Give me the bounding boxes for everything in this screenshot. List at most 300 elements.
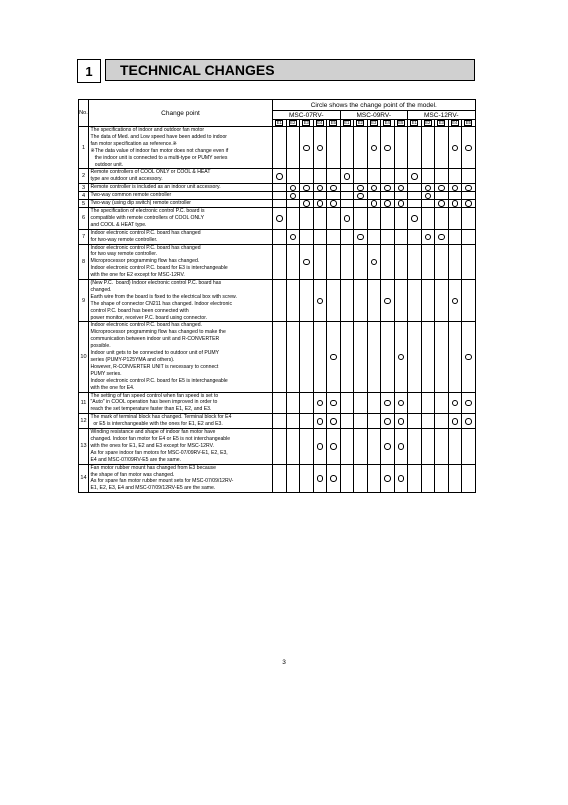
change-mark-cell xyxy=(354,200,368,208)
change-mark-cell xyxy=(327,184,341,192)
change-mark-cell xyxy=(313,464,327,493)
table-row xyxy=(79,280,476,322)
change-mark-cell xyxy=(273,169,287,184)
change-mark-cell xyxy=(273,184,287,192)
change-mark-cell xyxy=(340,207,354,229)
description-line: Remote controllers of COOL ONLY or COOL & HEAT xyxy=(90,169,211,176)
change-mark-cell xyxy=(435,322,449,392)
change-mark-cell xyxy=(354,184,368,192)
variant-label: E4 xyxy=(452,120,458,125)
change-mark-cell xyxy=(448,200,462,208)
change-mark-cell xyxy=(300,192,314,200)
change-mark-cell xyxy=(313,200,327,208)
change-mark-cell xyxy=(354,414,368,429)
change-mark-cell xyxy=(327,192,341,200)
description-line: changed. xyxy=(90,286,112,293)
model-header: MSC-09RV- xyxy=(340,111,408,120)
variant-header xyxy=(286,120,300,127)
change-mark-cell xyxy=(381,229,395,244)
change-mark-cell xyxy=(408,184,422,192)
circle-icon xyxy=(465,400,472,407)
change-mark-cell xyxy=(354,192,368,200)
change-mark-cell xyxy=(394,392,408,414)
change-mark-cell xyxy=(273,280,287,322)
description-line: for two way remote controller. xyxy=(90,251,158,258)
change-mark-cell xyxy=(394,429,408,465)
change-mark-cell xyxy=(421,127,435,169)
description-line: The specification of electronic control P.C. board is xyxy=(90,207,205,214)
model-header: MSC-07RV- xyxy=(273,111,341,120)
change-mark-cell xyxy=(462,429,476,465)
change-mark-cell xyxy=(394,322,408,392)
change-mark-cell xyxy=(408,244,422,280)
change-mark-cell xyxy=(408,169,422,184)
table-row xyxy=(79,192,476,200)
description-line: possible. xyxy=(90,343,111,350)
change-mark-cell xyxy=(462,184,476,192)
circle-icon xyxy=(465,200,472,207)
description-line: E1, E2, E3, E4 and MSC-07/09/12RV-E5 are the same. xyxy=(90,485,216,492)
change-mark-cell xyxy=(340,184,354,192)
circle-icon xyxy=(371,259,378,266)
table-row xyxy=(79,392,476,414)
description-line: Indoor electronic control P.C. board has changed xyxy=(90,244,201,251)
circle-icon xyxy=(317,145,324,152)
circle-icon xyxy=(398,354,405,361)
change-mark-cell xyxy=(354,244,368,280)
change-mark-cell xyxy=(448,184,462,192)
change-description xyxy=(89,200,273,208)
description-line: communication between indoor unit and R-CONVERTER xyxy=(90,336,220,343)
change-mark-cell xyxy=(313,127,327,169)
variant-label: E4 xyxy=(384,120,390,125)
change-mark-cell xyxy=(367,169,381,184)
variant-header xyxy=(354,120,368,127)
variant-label: E1 xyxy=(344,120,350,125)
variant-label: E3 xyxy=(303,120,309,125)
change-mark-cell xyxy=(435,392,449,414)
change-mark-cell xyxy=(394,192,408,200)
change-mark-cell xyxy=(367,127,381,169)
description-line: outdoor unit. xyxy=(90,161,124,168)
description-line: power monitor, receiver P.C. board using connector. xyxy=(90,314,208,321)
table-row xyxy=(79,244,476,280)
change-mark-cell xyxy=(462,244,476,280)
change-mark-cell xyxy=(435,207,449,229)
description-line: or E5 is interchangeable with the ones for E1, E2 and E3. xyxy=(90,421,223,428)
variant-header xyxy=(340,120,354,127)
row-number: 14 xyxy=(79,464,89,493)
change-mark-cell xyxy=(286,169,300,184)
circle-icon xyxy=(398,418,405,425)
row-number: 9 xyxy=(79,280,89,322)
change-mark-cell xyxy=(394,169,408,184)
circle-icon xyxy=(452,185,459,192)
circle-icon xyxy=(303,185,310,192)
circle-icon xyxy=(384,443,391,450)
change-mark-cell xyxy=(421,464,435,493)
variant-label: E5 xyxy=(330,120,336,125)
change-mark-cell xyxy=(381,200,395,208)
variant-header xyxy=(273,120,287,127)
change-description xyxy=(89,392,273,414)
change-mark-cell xyxy=(300,229,314,244)
change-mark-cell xyxy=(435,200,449,208)
change-mark-cell xyxy=(421,429,435,465)
circle-icon xyxy=(317,185,324,192)
row-number: 11 xyxy=(79,392,89,414)
change-mark-cell xyxy=(462,169,476,184)
change-mark-cell xyxy=(327,464,341,493)
change-mark-cell xyxy=(421,392,435,414)
row-number: 5 xyxy=(79,200,89,208)
row-number: 6 xyxy=(79,207,89,229)
change-mark-cell xyxy=(367,464,381,493)
change-mark-cell xyxy=(327,244,341,280)
change-mark-cell xyxy=(448,192,462,200)
change-mark-cell xyxy=(340,464,354,493)
change-mark-cell xyxy=(394,464,408,493)
change-description xyxy=(89,322,273,392)
change-mark-cell xyxy=(435,429,449,465)
description-line: compatible with remote controllers of COOL ONLY xyxy=(90,214,205,221)
change-mark-cell xyxy=(408,280,422,322)
change-mark-cell xyxy=(313,244,327,280)
variant-header xyxy=(327,120,341,127)
change-mark-cell xyxy=(286,200,300,208)
change-mark-cell xyxy=(381,280,395,322)
change-description xyxy=(89,192,273,200)
change-mark-cell xyxy=(408,229,422,244)
description-line: The shape of connector CN211 has changed. Indoor electronic xyxy=(90,300,232,307)
circle-icon xyxy=(398,200,405,207)
change-mark-cell xyxy=(340,280,354,322)
change-mark-cell xyxy=(286,464,300,493)
variant-header xyxy=(435,120,449,127)
circle-icon xyxy=(303,200,310,207)
description-line: with the one for E4. xyxy=(90,384,135,391)
table-row xyxy=(79,429,476,465)
change-mark-cell xyxy=(313,280,327,322)
change-mark-cell xyxy=(313,322,327,392)
change-mark-cell xyxy=(327,127,341,169)
change-mark-cell xyxy=(273,429,287,465)
description-line: with the ones for E1, E2 and E3 except for MSC-12RV. xyxy=(90,442,214,449)
change-description xyxy=(89,244,273,280)
change-mark-cell xyxy=(421,184,435,192)
change-mark-cell xyxy=(286,184,300,192)
change-description xyxy=(89,414,273,429)
change-mark-cell xyxy=(408,414,422,429)
description-line: control P.C. board has been connected with xyxy=(90,307,189,314)
description-line: with the one for E2 except for MSC-12RV. xyxy=(90,272,185,279)
change-description xyxy=(89,169,273,184)
change-mark-cell xyxy=(435,229,449,244)
change-mark-cell xyxy=(448,229,462,244)
change-mark-cell xyxy=(448,414,462,429)
change-mark-cell xyxy=(367,280,381,322)
description-line: Microprocessor programming flow has changed to make the xyxy=(90,329,226,336)
change-mark-cell xyxy=(435,244,449,280)
circle-icon xyxy=(371,145,378,152)
change-mark-cell xyxy=(462,414,476,429)
variant-label: E3 xyxy=(371,120,377,125)
change-mark-cell xyxy=(381,169,395,184)
circle-icon xyxy=(317,418,324,425)
variant-header xyxy=(421,120,435,127)
change-description xyxy=(89,207,273,229)
change-mark-cell xyxy=(300,169,314,184)
description-line: Fan motor rubber mount has changed from E3 because xyxy=(90,464,216,471)
table-row xyxy=(79,184,476,192)
change-mark-cell xyxy=(394,127,408,169)
circle-icon xyxy=(330,354,337,361)
circle-icon xyxy=(371,200,378,207)
change-mark-cell xyxy=(327,280,341,322)
change-description xyxy=(89,184,273,192)
change-mark-cell xyxy=(448,280,462,322)
circle-icon xyxy=(344,173,351,180)
change-mark-cell xyxy=(381,429,395,465)
change-mark-cell xyxy=(340,169,354,184)
change-mark-cell xyxy=(327,229,341,244)
description-line: Two-way common remote controller xyxy=(90,192,172,199)
change-mark-cell xyxy=(300,127,314,169)
change-mark-cell xyxy=(340,414,354,429)
change-mark-cell xyxy=(421,414,435,429)
section-title: TECHNICAL CHANGES xyxy=(105,59,475,81)
row-number: 1 xyxy=(79,127,89,169)
change-mark-cell xyxy=(448,207,462,229)
change-mark-cell xyxy=(300,280,314,322)
circle-icon xyxy=(303,145,310,152)
change-mark-cell xyxy=(462,280,476,322)
change-mark-cell xyxy=(408,392,422,414)
change-mark-cell xyxy=(300,392,314,414)
description-line: changed. Indoor fan motor for E4 or E5 is not interchangeable xyxy=(90,435,231,442)
row-number: 10 xyxy=(79,322,89,392)
change-mark-cell xyxy=(313,392,327,414)
change-description xyxy=(89,429,273,465)
table-row xyxy=(79,200,476,208)
circle-icon xyxy=(330,200,337,207)
change-mark-cell xyxy=(286,192,300,200)
description-line: reach the set temperature faster than E1, E2, and E3. xyxy=(90,406,212,413)
change-mark-cell xyxy=(462,229,476,244)
change-mark-cell xyxy=(367,207,381,229)
description-line: Indoor electronic control P.C. board has changed. xyxy=(90,322,202,329)
change-mark-cell xyxy=(273,322,287,392)
change-mark-cell xyxy=(313,192,327,200)
variant-header xyxy=(300,120,314,127)
change-mark-cell xyxy=(408,192,422,200)
circle-icon xyxy=(411,215,418,222)
change-mark-cell xyxy=(381,184,395,192)
change-mark-cell xyxy=(354,322,368,392)
change-mark-cell xyxy=(273,127,287,169)
description-line: and COOL & HEAT type. xyxy=(90,221,147,228)
variant-label: E4 xyxy=(317,120,323,125)
page-number: 3 xyxy=(282,659,286,666)
change-mark-cell xyxy=(381,244,395,280)
change-mark-cell xyxy=(300,244,314,280)
change-mark-cell xyxy=(408,207,422,229)
table-row xyxy=(79,414,476,429)
change-mark-cell xyxy=(273,207,287,229)
change-mark-cell xyxy=(273,414,287,429)
change-mark-cell xyxy=(273,392,287,414)
circle-icon xyxy=(303,259,310,266)
change-mark-cell xyxy=(421,169,435,184)
change-mark-cell xyxy=(354,169,368,184)
description-line: "Auto" in COOL operation has been improved in order to xyxy=(90,399,218,406)
change-mark-cell xyxy=(435,464,449,493)
change-mark-cell xyxy=(421,244,435,280)
variant-header xyxy=(408,120,422,127)
variant-label: E3 xyxy=(438,120,444,125)
change-mark-cell xyxy=(435,127,449,169)
description-line: PUMY series. xyxy=(90,370,122,377)
change-mark-cell xyxy=(367,184,381,192)
table-row xyxy=(79,127,476,169)
change-mark-cell xyxy=(286,207,300,229)
change-mark-cell xyxy=(300,200,314,208)
circle-icon xyxy=(384,185,391,192)
circle-icon xyxy=(452,400,459,407)
table-row xyxy=(79,207,476,229)
circle-icon xyxy=(452,145,459,152)
change-mark-cell xyxy=(340,392,354,414)
col-change-header: Change point xyxy=(89,100,273,127)
circle-icon xyxy=(276,215,283,222)
change-mark-cell xyxy=(327,169,341,184)
change-mark-cell xyxy=(421,192,435,200)
change-mark-cell xyxy=(286,280,300,322)
row-number: 4 xyxy=(79,192,89,200)
row-number: 13 xyxy=(79,429,89,465)
row-number: 3 xyxy=(79,184,89,192)
change-mark-cell xyxy=(448,244,462,280)
circle-icon xyxy=(425,185,432,192)
variant-label: E2 xyxy=(357,120,363,125)
change-mark-cell xyxy=(300,322,314,392)
change-mark-cell xyxy=(354,464,368,493)
circle-icon xyxy=(438,234,445,241)
circle-icon xyxy=(357,185,364,192)
change-mark-cell xyxy=(340,322,354,392)
circle-icon xyxy=(384,145,391,152)
variant-label: E2 xyxy=(290,120,296,125)
circle-icon xyxy=(384,475,391,482)
change-mark-cell xyxy=(273,200,287,208)
circle-icon xyxy=(398,443,405,450)
circle-icon xyxy=(438,200,445,207)
description-line: Two-way (using dip switch) remote controller xyxy=(90,200,191,207)
circle-icon xyxy=(290,234,297,241)
change-mark-cell xyxy=(340,229,354,244)
change-description xyxy=(89,127,273,169)
technical-changes-table xyxy=(78,99,476,493)
circle-icon xyxy=(330,185,337,192)
description-line: However, R-CONVERTER UNIT is necessary to connect xyxy=(90,363,219,370)
description-line: The mark of terminal block has changed. Terminal block for E4 xyxy=(90,414,232,421)
change-mark-cell xyxy=(340,244,354,280)
change-mark-cell xyxy=(327,392,341,414)
change-mark-cell xyxy=(327,429,341,465)
row-number: 12 xyxy=(79,414,89,429)
change-mark-cell xyxy=(313,229,327,244)
description-line: ※The data value of indoor fan motor does not change even if xyxy=(90,147,229,154)
change-mark-cell xyxy=(435,184,449,192)
table-row xyxy=(79,464,476,493)
change-mark-cell xyxy=(286,244,300,280)
circle-icon xyxy=(398,475,405,482)
section-number: 1 xyxy=(77,59,101,83)
change-mark-cell xyxy=(421,200,435,208)
circle-icon xyxy=(344,215,351,222)
change-mark-cell xyxy=(340,429,354,465)
description-line: The data of Med. and Low speed have been added to indoor xyxy=(90,133,228,140)
circle-icon xyxy=(438,185,445,192)
change-mark-cell xyxy=(394,414,408,429)
variant-label: E5 xyxy=(398,120,404,125)
variant-header xyxy=(313,120,327,127)
change-mark-cell xyxy=(448,392,462,414)
change-mark-cell xyxy=(462,192,476,200)
circle-icon xyxy=(276,173,283,180)
change-mark-cell xyxy=(313,169,327,184)
change-mark-cell xyxy=(408,429,422,465)
change-mark-cell xyxy=(394,244,408,280)
change-mark-cell xyxy=(273,244,287,280)
circle-icon xyxy=(317,475,324,482)
change-mark-cell xyxy=(367,200,381,208)
change-mark-cell xyxy=(300,464,314,493)
change-mark-cell xyxy=(462,127,476,169)
circle-icon xyxy=(425,193,432,200)
change-mark-cell xyxy=(381,392,395,414)
change-mark-cell xyxy=(394,280,408,322)
circle-icon xyxy=(357,193,364,200)
circle-icon xyxy=(330,443,337,450)
circle-icon xyxy=(452,418,459,425)
circle-icon xyxy=(411,173,418,180)
change-mark-cell xyxy=(408,322,422,392)
variant-label: E1 xyxy=(276,120,282,125)
change-mark-cell xyxy=(313,207,327,229)
change-mark-cell xyxy=(354,207,368,229)
change-mark-cell xyxy=(394,229,408,244)
description-line: Indoor unit gets to be connected to outdoor unit of PUMY xyxy=(90,350,220,357)
change-mark-cell xyxy=(435,414,449,429)
change-mark-cell xyxy=(300,184,314,192)
change-mark-cell xyxy=(381,322,395,392)
row-number: 7 xyxy=(79,229,89,244)
change-mark-cell xyxy=(354,127,368,169)
circle-icon xyxy=(330,400,337,407)
circle-icon xyxy=(357,234,364,241)
description-line: Remote controller is included as an indoor unit accessory. xyxy=(90,184,221,191)
description-line: type are outdoor unit accessory. xyxy=(90,176,163,183)
change-mark-cell xyxy=(327,207,341,229)
table-row xyxy=(79,322,476,392)
description-line: series (PUMY-P125YMA and others). xyxy=(90,357,175,363)
model-header: MSC-12RV- xyxy=(408,111,476,120)
change-mark-cell xyxy=(421,229,435,244)
change-mark-cell xyxy=(367,322,381,392)
variant-label: E1 xyxy=(411,120,417,125)
change-mark-cell xyxy=(448,127,462,169)
